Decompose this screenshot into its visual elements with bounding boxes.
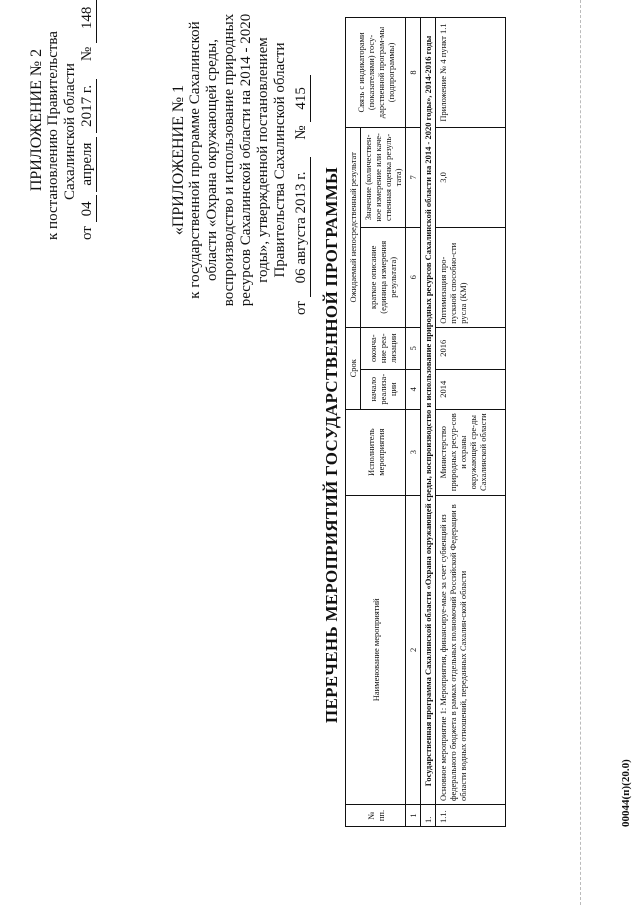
appendix2-title: ПРИЛОЖЕНИЕ № 2 [28, 48, 45, 192]
appendix2-line1: к постановлению Правительства [45, 31, 61, 240]
header-link: Связь с индикаторами (показателями) госу-дарственной програм-мы (подпрограммы) [346, 18, 406, 128]
col-number: 7 [406, 127, 421, 227]
appendix1-number: 415 [293, 75, 311, 122]
col-number: 6 [406, 227, 421, 327]
row-name: Основное мероприятие 1: Мероприятия, финансируе-мые за счет субвенций из федерального бюджета в рамках отдельных полномочий Российской Федерации в области водных отношений, переданных Сахалин-ской области [436, 495, 506, 804]
measures-table [345, 17, 506, 827]
header-result: Ожидаемый непосредственный результат [346, 127, 361, 327]
footer-code: 00044(п)(20.0) [620, 759, 632, 827]
appendix2-line2: Сахалинской области [62, 63, 78, 200]
header-end: оконча-ние реа-лизации [361, 327, 406, 369]
header-start: начало реализа-ции [361, 369, 406, 409]
col-number: 8 [406, 18, 421, 128]
appendix1-body: к государственной программе Сахалинской области «Охрана окружающей среды, воспроизводство и использование природных ресурсов Сахалинской области на 2014 - 2020 годы», утвержденной постановлением Правительства Сахалинской области [187, 13, 288, 307]
appendix2-no: № [79, 46, 95, 62]
header-value: Значение (количествен-ное измерение или каче-ственная оценка резуль-тата) [361, 127, 406, 227]
appendix1-title: «ПРИЛОЖЕНИЕ № 1 [170, 84, 187, 236]
header-row-1 [346, 18, 361, 827]
appendix1-date-line [293, 5, 311, 315]
page-edge-divider [580, 0, 581, 905]
section-num: 1. [421, 805, 436, 827]
column-number-row [406, 18, 421, 827]
col-number: 5 [406, 327, 421, 369]
appendix2-month: апреля [79, 137, 97, 192]
section-row [421, 18, 436, 827]
section-text: Государственная программа Сахалинской области «Охрана окружающей среды, воспроизводство и использование природных ресурсов Сахалинской области на 2014 - 2020 годы», 2014-2016 годы [421, 18, 436, 805]
appendix2-day: 04 [79, 195, 97, 222]
appendix2-year: 2017 г. [79, 79, 97, 133]
appendix1-date: 06 августа 2013 г. [293, 157, 311, 297]
table-row [436, 18, 506, 827]
col-number: 3 [406, 409, 421, 495]
header-executor: Исполнитель мероприятия [346, 409, 406, 495]
appendix2-block [28, 6, 97, 240]
header-term: Срок [346, 327, 361, 409]
appendix2-number: 148 [79, 0, 97, 43]
appendix1-block [170, 5, 311, 315]
header-num: № пп. [346, 805, 406, 827]
col-number: 2 [406, 495, 421, 804]
appendix1-no: № [293, 125, 309, 140]
row-executor: Министерство природных ресур-сов и охраны окружающей сре-ды Сахалинской области [436, 409, 506, 495]
row-short: Оптимизация про-пускной способно-сти русла (КМ) [436, 227, 506, 327]
col-number: 1 [406, 805, 421, 827]
appendix2-from: от [79, 226, 95, 240]
appendix2-date-line [79, 6, 97, 240]
row-start: 2014 [436, 369, 506, 409]
row-end: 2016 [436, 327, 506, 369]
appendix1-from: от [293, 301, 309, 315]
header-name: Наименование мероприятий [346, 495, 406, 804]
document-title: ПЕРЕЧЕНЬ МЕРОПРИЯТИЙ ГОСУДАРСТВЕННОЙ ПРОГРАММЫ [322, 166, 341, 724]
col-number: 4 [406, 369, 421, 409]
row-value: 3,0 [436, 127, 506, 227]
row-link: Приложение № 4 пункт 1.1 [436, 18, 506, 128]
row-num: 1.1. [436, 805, 506, 827]
header-short: краткое описание (единица измерения результата) [361, 227, 406, 327]
